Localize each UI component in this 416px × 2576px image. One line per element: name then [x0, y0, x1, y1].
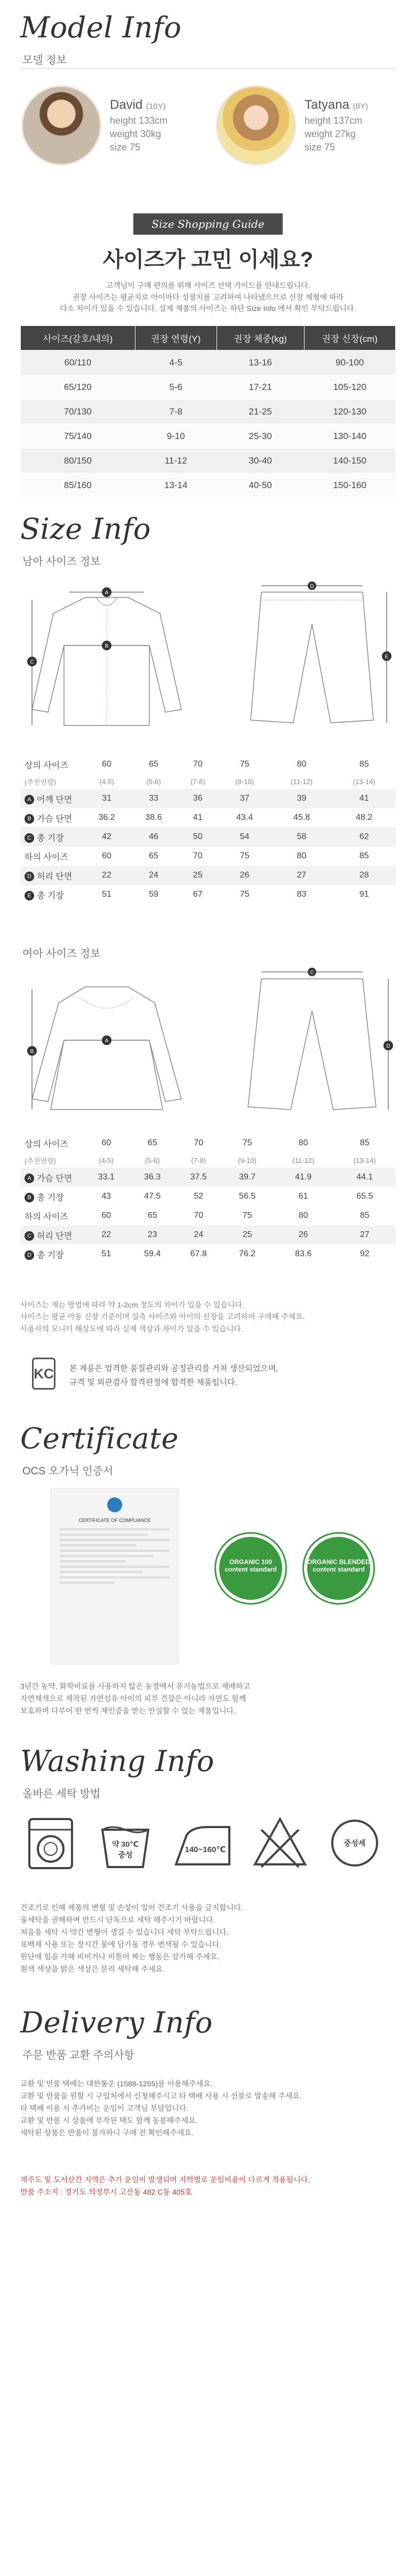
table-cell: 4-5 — [135, 350, 217, 375]
table-cell: 75 — [239, 890, 250, 899]
table-row — [20, 1245, 396, 1264]
table-cell: 39.7 — [221, 1168, 273, 1187]
table-cell: (9-10) — [235, 777, 254, 786]
table-cell: 56.5 — [239, 1192, 256, 1201]
table-row — [20, 866, 396, 885]
table-cell: 38.6 — [145, 813, 162, 822]
kc-mark-icon: KC — [32, 1358, 55, 1390]
table-cell: 70 — [193, 851, 203, 860]
table-row — [20, 1153, 396, 1168]
table-cell: 50 — [177, 827, 219, 847]
table-cell: 51 — [101, 1249, 111, 1258]
table-row — [20, 847, 396, 866]
row-label: 가슴 단면 — [37, 814, 73, 824]
table-cell: 62 — [332, 827, 396, 847]
table-cell: 24 — [175, 1225, 221, 1245]
measure-letter-icon: D — [25, 1250, 34, 1260]
table-cell: 150-160 — [304, 473, 395, 498]
table-row — [20, 755, 396, 774]
measure-letter-icon: C — [25, 833, 34, 843]
table-cell: 85/160 — [21, 473, 135, 498]
table-header: 사이즈(갈호/내의) — [21, 326, 135, 350]
table-cell: 60 — [102, 760, 111, 769]
table-cell: (4-5) — [99, 777, 114, 786]
table-cell: 76.2 — [239, 1249, 256, 1258]
iron-icon — [171, 1814, 235, 1872]
delivery-info-title: Delivery Info — [20, 2006, 213, 2039]
table-cell: 39 — [271, 789, 333, 808]
table-cell: 21-25 — [217, 400, 304, 424]
size-guide-table — [20, 325, 396, 498]
table-cell: 22 — [83, 866, 130, 885]
svg-text:B: B — [30, 1049, 34, 1055]
table-cell: 7-8 — [135, 400, 217, 424]
table-cell: 80 — [298, 1138, 308, 1147]
girls-size-subtitle: 여아 사이즈 정보 — [22, 948, 101, 960]
table-cell: 44.1 — [334, 1168, 396, 1187]
certificate-text: 3년간 농약, 화학비료를 사용하지 않은 농장에서 유기농법으로 재배하고 자연채색으로 제작된 자연섬유 아이의 피부 건강은 아니라 자연도 함께 보호하며 다루어 한 번씩 재인증을 받는 안심할 수 있는 제품입니다. — [20, 1682, 251, 1716]
table-cell: 17-21 — [217, 375, 304, 400]
row-label: 총 기장 — [37, 1193, 64, 1202]
table-cell: 80 — [297, 851, 307, 860]
table-cell: 67.8 — [190, 1249, 207, 1258]
table-cell: 70 — [194, 1138, 204, 1147]
table-cell: 83.6 — [295, 1249, 312, 1258]
table-cell: 65 — [149, 851, 158, 860]
table-cell: 52 — [194, 1192, 204, 1201]
row-label: 총 기장 — [37, 1250, 64, 1260]
svg-text:A: A — [105, 1038, 109, 1044]
model-card-tatyana: Tatyana (8Y) height 137cm weight 27kg size 75 — [216, 85, 368, 165]
table-cell: 75 — [242, 1138, 252, 1147]
table-cell: (9-10) — [238, 1156, 257, 1165]
table-row — [21, 449, 396, 473]
table-row — [21, 473, 396, 498]
svg-text:B: B — [105, 643, 109, 649]
table-cell: 31 — [83, 789, 130, 808]
hand-wash-icon — [96, 1814, 155, 1872]
table-header: 권장 체중(kg) — [217, 326, 304, 350]
table-cell: 65 — [147, 1138, 157, 1147]
table-cell: 85 — [359, 1138, 370, 1147]
dry-clean-icon — [325, 1814, 384, 1872]
table-cell: 70 — [194, 1211, 204, 1220]
table-cell: (13-14) — [353, 1156, 376, 1165]
table-cell: 45.8 — [293, 813, 310, 822]
table-cell: 60/110 — [21, 350, 135, 375]
svg-text:D: D — [386, 1043, 390, 1049]
table-cell: 33 — [130, 789, 177, 808]
table-cell: 51 — [102, 890, 111, 899]
table-cell: 43 — [101, 1192, 111, 1201]
table-cell: 85 — [359, 760, 369, 769]
model-height: height 133cm — [110, 115, 168, 126]
model-size: size 75 — [305, 142, 335, 153]
table-cell: 90-100 — [304, 350, 395, 375]
table-row — [20, 808, 396, 827]
row-label: 상의 사이즈 — [25, 761, 68, 770]
table-cell: 26 — [219, 866, 271, 885]
boys-size-table — [20, 755, 396, 904]
table-cell: 47.5 — [144, 1192, 161, 1201]
svg-text:C: C — [310, 970, 314, 976]
table-cell: 48.2 — [356, 813, 373, 822]
boys-size-subtitle: 남아 사이즈 정보 — [22, 556, 101, 568]
table-cell: 24 — [130, 866, 177, 885]
table-row — [21, 400, 396, 424]
avatar-tatyana — [216, 85, 296, 165]
model-size: size 75 — [110, 142, 141, 153]
table-cell: 140-150 — [304, 449, 395, 473]
kc-notice: 본 제품은 엄격한 품질관리와 공정관리를 거쳐 생산되었으며, 규격 및 외관검사 합격판정에 합격한 제품입니다. — [69, 1364, 278, 1387]
no-bleach-icon — [251, 1814, 309, 1872]
table-cell: 43.4 — [236, 813, 253, 822]
table-cell: 41.9 — [273, 1168, 334, 1187]
measure-letter-icon: B — [25, 814, 34, 824]
svg-text:140~160℃: 140~160℃ — [185, 1845, 226, 1854]
table-cell: 13-16 — [217, 350, 304, 375]
delivery-text: 교환 및 반품 택배는 대한통운 (1588-1255)를 이용해주세요. 교환 및 반품을 원할 시 구입처에서 신청해주시고 타 택배 사용 시 선불로 발송해 주세요. 타 택배 이용 시 추가비는 운임이 고객님 부담입니다. 교환 및 반품 시 상품에 부착된 택도 함께 동봉해주세요. 세탁된 상품은 반품이 불가하니 구매 전 확인해주세요. — [20, 2079, 302, 2138]
size-info-title: Size Info — [20, 512, 151, 546]
measure-notes: 사이즈는 재는 방법에 따라 약 1-2cm 정도의 차이가 있을 수 있습니다. 사이즈는 평균 아동 신장 기준이며 실측 사이즈와 아이의 신장을 고려하여 구매해 주세요. 사용자의 모니터 해상도에 따라 실제 색상과 차이가 있을 수 있습니다. — [20, 1301, 305, 1333]
table-cell: 25 — [221, 1225, 273, 1245]
svg-text:약 30℃: 약 30℃ — [112, 1840, 139, 1848]
table-cell: 75 — [242, 1211, 252, 1220]
table-cell: 22 — [83, 1225, 129, 1245]
table-cell: 41 — [332, 789, 396, 808]
table-cell: 37.5 — [175, 1168, 221, 1187]
table-header: 권장 신장(cm) — [304, 326, 395, 350]
table-cell: (7-8) — [190, 777, 205, 786]
table-cell: 37 — [219, 789, 271, 808]
boys-top-diagram — [21, 576, 192, 736]
svg-text:E: E — [385, 654, 389, 660]
certificate-subtitle: OCS 오가닉 인증서 — [22, 1465, 114, 1477]
table-cell: 130-140 — [304, 424, 395, 449]
model-weight: weight 27kg — [305, 129, 356, 140]
table-row — [21, 424, 396, 449]
row-label: (추천연령) — [25, 778, 56, 786]
measure-letter-icon: D — [25, 872, 34, 881]
row-label: 허리 단면 — [37, 1231, 73, 1241]
table-cell: 65.5 — [356, 1192, 373, 1201]
row-label: 하의 사이즈 — [25, 1212, 68, 1222]
model-name: David — [110, 98, 143, 113]
model-card-david: David (10Y) height 133cm weight 30kg size 75 — [21, 85, 167, 165]
measure-letter-icon: E — [25, 891, 34, 900]
svg-text:D: D — [310, 584, 314, 589]
table-cell: 80/150 — [21, 449, 135, 473]
table-cell: 70/130 — [21, 400, 135, 424]
table-cell: 5-6 — [135, 375, 217, 400]
washing-info-title: Washing Info — [20, 1744, 214, 1778]
table-cell: 27 — [334, 1225, 396, 1245]
table-cell: 9-10 — [135, 424, 217, 449]
table-cell: (5-6) — [146, 777, 161, 786]
organic-100-badge: ORGANIC 100 content standard — [216, 1534, 285, 1603]
row-label: 총 기장 — [37, 891, 64, 900]
washing-machine-icon — [21, 1814, 80, 1872]
svg-text:A: A — [105, 590, 109, 596]
size-guide-badge: Size Shopping Guide — [133, 213, 283, 235]
girls-size-table — [20, 1134, 396, 1264]
model-info-title: Model Info — [20, 11, 182, 44]
girls-pants-diagram — [240, 966, 400, 1126]
table-cell: 60 — [101, 1138, 111, 1147]
table-cell: 85 — [359, 1211, 370, 1220]
table-cell: 27 — [271, 866, 333, 885]
table-cell: 75 — [239, 760, 250, 769]
model-name: Tatyana — [305, 98, 350, 113]
table-cell: 59.4 — [144, 1249, 161, 1258]
table-cell: (7-8) — [191, 1156, 206, 1165]
measure-letter-icon: A — [25, 1174, 34, 1183]
table-cell: 54 — [219, 827, 271, 847]
svg-text:C: C — [30, 659, 34, 665]
table-cell: 75/140 — [21, 424, 135, 449]
table-row — [20, 1187, 396, 1206]
table-row — [21, 350, 396, 375]
avatar-david — [21, 85, 101, 165]
certificate-document: CERTIFICATE OF COMPLIANCE — [51, 1488, 179, 1664]
table-cell: 61 — [298, 1192, 308, 1201]
size-guide-headline: 사이즈가 고민 이세요? — [102, 248, 314, 272]
table-cell: 41 — [193, 813, 203, 822]
table-row — [20, 1206, 396, 1225]
table-row — [20, 1168, 396, 1187]
delivery-notice: 제주도 및 도서산간 지역은 추가 운임이 발생되며 지역별로 운임비용이 다르게 적용됩니다. 반품 주소지 : 경기도 의정부시 고산동 482 C동 405호 — [20, 2175, 310, 2197]
table-row — [20, 1225, 396, 1245]
table-row — [20, 789, 396, 808]
table-cell: 65/120 — [21, 375, 135, 400]
washing-text: 건조기로 인해 제품의 변형 및 손상이 일어 건조기 사용을 금지합니다. 울세탁을 권해하며 반드시 단독으로 세탁 해주시기 바랍니다. 처음을 세탁 시 약간 변형이 생길 수 있습니다 세탁 부탁드립니다. 표백제 사용 또는 장시간 물에 담가둘 경우 변색될 수 있습니다. 원단에 힘을 가해 비비거나 비틀어 짜는 행동은 삼가해 주세요. 흰색 색상을 밝은 색상은 분리 세탁해 주세요. — [20, 1903, 243, 1974]
table-cell: 46 — [130, 827, 177, 847]
table-cell: 36 — [177, 789, 219, 808]
table-cell: (11-12) — [291, 777, 313, 786]
table-cell: 40-50 — [217, 473, 304, 498]
table-cell: 23 — [129, 1225, 175, 1245]
row-label: (추천연령) — [25, 1157, 56, 1165]
table-cell: 60 — [101, 1211, 111, 1220]
table-cell: 30-40 — [217, 449, 304, 473]
model-weight: weight 30kg — [110, 129, 162, 140]
table-row — [20, 1134, 396, 1153]
organic-blended-badge: ORGANIC BLENDED content standard — [304, 1534, 373, 1603]
washing-info-subtitle: 올바른 세탁 방법 — [22, 1788, 101, 1800]
table-row — [20, 885, 396, 904]
table-cell: 36.2 — [98, 813, 115, 822]
table-cell: 42 — [83, 827, 130, 847]
boys-pants-diagram — [240, 581, 400, 741]
table-cell: (13-14) — [353, 777, 375, 786]
girls-top-diagram — [21, 966, 192, 1120]
table-cell: (4-5) — [99, 1156, 114, 1165]
table-cell: 83 — [297, 890, 307, 899]
table-cell: 59 — [149, 890, 158, 899]
table-cell: 120-130 — [304, 400, 395, 424]
certificate-title: Certificate — [20, 1422, 179, 1455]
table-cell: 60 — [102, 851, 111, 860]
table-row — [20, 827, 396, 847]
measure-letter-icon: C — [25, 1231, 34, 1241]
table-cell: (5-6) — [145, 1156, 160, 1165]
table-cell: (11-12) — [292, 1156, 315, 1165]
row-label: 하의 사이즈 — [25, 852, 68, 862]
table-cell: 25-30 — [217, 424, 304, 449]
table-row — [20, 774, 396, 789]
row-label: 가슴 단면 — [37, 1174, 73, 1183]
row-label: 총 기장 — [37, 833, 64, 843]
table-cell: 67 — [193, 890, 203, 899]
table-cell: 33.1 — [83, 1168, 129, 1187]
table-cell: 26 — [273, 1225, 334, 1245]
table-cell: 92 — [359, 1249, 370, 1258]
table-cell: 13-14 — [135, 473, 217, 498]
measure-letter-icon: A — [25, 795, 34, 804]
size-guide-notes: 고객님이 구매 편의를 위해 사이즈 선택 가이드를 안내드립니다. 권장 사이즈는 평균치로 아이마다 성장치를 고려하여 나타냈으므로 신장 체형에 따라 다소 차이가 있을 수 있습니다. 실제 제품의 사이즈는 하단 Size Info 에서 확인 부탁드립니다. — [60, 281, 356, 313]
table-cell: 70 — [193, 760, 203, 769]
table-cell: 36.3 — [129, 1168, 175, 1187]
table-cell: 65 — [147, 1211, 157, 1220]
table-header: 권장 연령(Y) — [135, 326, 217, 350]
table-cell: 25 — [177, 866, 219, 885]
row-label: 상의 사이즈 — [25, 1139, 68, 1149]
table-cell: 80 — [297, 760, 307, 769]
table-row — [21, 375, 396, 400]
table-cell: 80 — [298, 1211, 308, 1220]
table-cell: 85 — [359, 851, 369, 860]
svg-text:중성세: 중성세 — [343, 1839, 366, 1847]
table-cell: 75 — [239, 851, 250, 860]
model-height: height 137cm — [305, 115, 363, 126]
model-info-subtitle: 모델 정보 — [22, 54, 67, 66]
table-cell: 65 — [149, 760, 158, 769]
measure-letter-icon: B — [25, 1193, 34, 1202]
row-label: 허리 단면 — [37, 872, 73, 881]
table-cell: 11-12 — [135, 449, 217, 473]
table-cell: 28 — [332, 866, 396, 885]
svg-text:중성: 중성 — [118, 1851, 133, 1859]
delivery-info-subtitle: 주문 반품 교환 주의사항 — [22, 2049, 134, 2061]
table-cell: 91 — [359, 890, 369, 899]
table-cell: 58 — [271, 827, 333, 847]
row-label: 어깨 단면 — [37, 795, 73, 804]
table-cell: 105-120 — [304, 375, 395, 400]
